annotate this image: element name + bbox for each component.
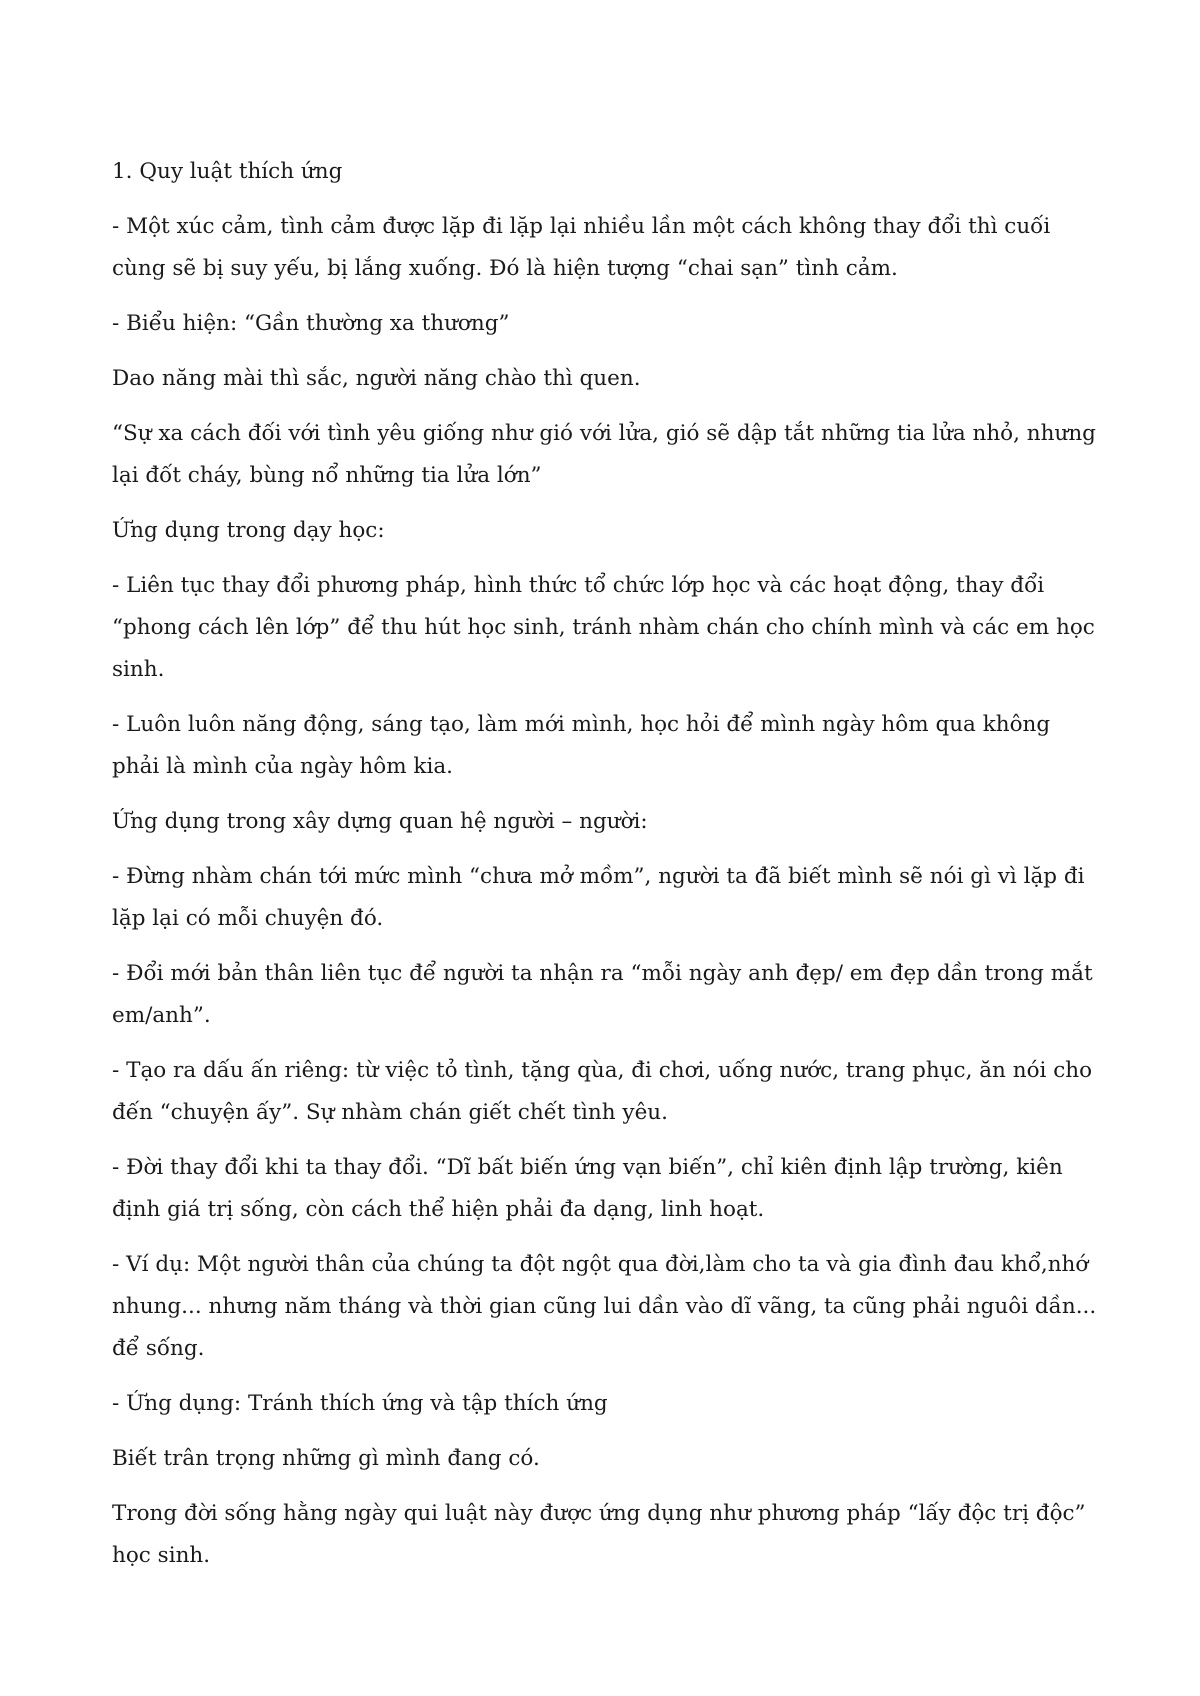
- paragraph-relationships-4: - Đời thay đổi khi ta thay đổi. “Dĩ bất biến ứng vạn biến”, chỉ kiên định lập trường, kiên định giá trị sống, còn cách thể hiện phải đa dạng, linh hoạt.: [112, 1155, 1063, 1222]
- paragraph-teaching-2: - Luôn luôn năng động, sáng tạo, làm mới mình, học hỏi để mình ngày hôm qua không phải là mình của ngày hôm kia.: [112, 712, 1051, 779]
- paragraph-manifestation: - Biểu hiện: “Gần thường xa thương”: [112, 311, 510, 336]
- paragraph-relationships-3: - Tạo ra dấu ấn riêng: từ việc tỏ tình, tặng qùa, đi chơi, uống nước, trang phục, ăn nói cho đến “chuyện ấy”. Sự nhàm chán giết chết tình yêu.: [112, 1058, 1093, 1125]
- paragraph-quote: “Sự xa cách đối với tình yêu giống như gió với lửa, gió sẽ dập tắt những tia lửa nhỏ, nhưng lại đốt cháy, bùng nổ những tia lửa lớn”: [112, 421, 1096, 488]
- subheading-teaching: Ứng dụng trong dạy học:: [112, 518, 385, 543]
- paragraph-relationships-1: - Đừng nhàm chán tới mức mình “chưa mở mồm”, người ta đã biết mình sẽ nói gì vì lặp đi lặp lại có mỗi chuyện đó.: [112, 864, 1085, 931]
- paragraph-appreciate: Biết trân trọng những gì mình đang có.: [112, 1446, 540, 1471]
- paragraph-proverb: Dao năng mài thì sắc, người năng chào thì quen.: [112, 366, 641, 391]
- paragraph-teaching-1: - Liên tục thay đổi phương pháp, hình thức tổ chức lớp học và các hoạt động, thay đổi “phong cách lên lớp” để thu hút học sinh, tránh nhàm chán cho chính mình và các em học sinh.: [112, 573, 1095, 682]
- document-page: [112, 151, 1102, 1590]
- section-heading: 1. Quy luật thích ứng: [112, 159, 343, 184]
- paragraph-relationships-2: - Đổi mới bản thân liên tục để người ta nhận ra “mỗi ngày anh đẹp/ em đẹp dần trong mắt em/anh”.: [112, 961, 1093, 1028]
- paragraph-example: - Ví dụ: Một người thân của chúng ta đột ngột qua đời,làm cho ta và gia đình đau khổ,nhớ nhung... nhưng năm tháng và thời gian cũng lui dần vào dĩ vãng, ta cũng phải nguôi dần... để sống.: [112, 1252, 1097, 1361]
- subheading-relationships: Ứng dụng trong xây dựng quan hệ người – người:: [112, 809, 648, 834]
- paragraph-definition: - Một xúc cảm, tình cảm được lặp đi lặp lại nhiều lần một cách không thay đổi thì cuối cùng sẽ bị suy yếu, bị lắng xuống. Đó là hiện tượng “chai sạn” tình cảm.: [112, 214, 1051, 281]
- paragraph-daily-life: Trong đời sống hằng ngày qui luật này được ứng dụng như phương pháp “lấy độc trị độc” học sinh.: [112, 1501, 1086, 1568]
- paragraph-application: - Ứng dụng: Tránh thích ứng và tập thích ứng: [112, 1391, 608, 1416]
